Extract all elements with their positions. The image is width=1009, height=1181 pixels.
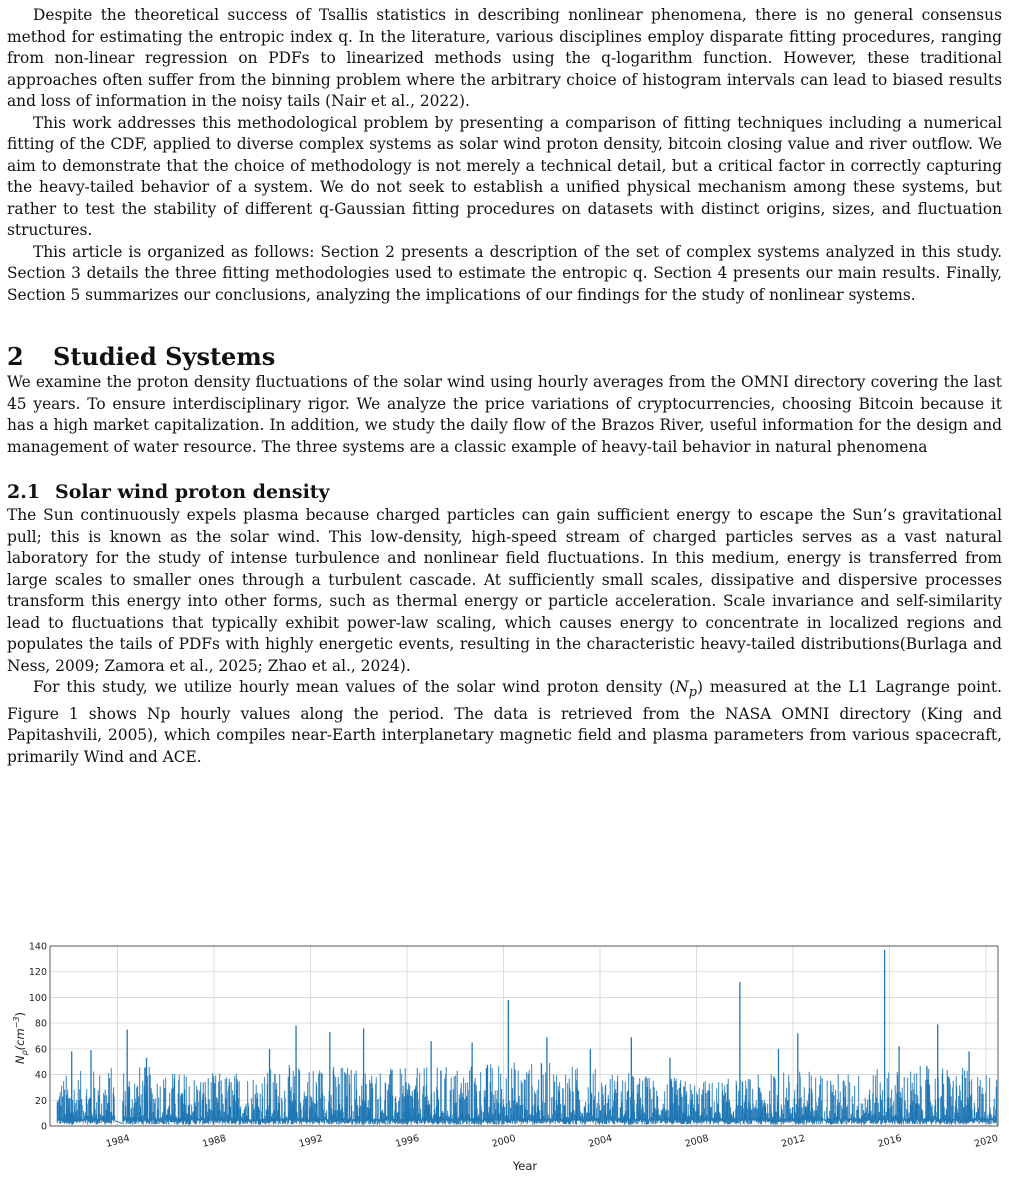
x-tick-label: 1984	[104, 1133, 132, 1150]
y-tick-label: 0	[40, 1121, 47, 1133]
y-label-unit: (cm	[13, 1028, 27, 1051]
x-tick-label: 1988	[201, 1133, 228, 1150]
data-line	[57, 1063, 997, 1125]
y-tick-label: 80	[34, 1018, 47, 1030]
x-axis-label: Year	[512, 1159, 538, 1173]
y-tick-label: 120	[28, 967, 47, 979]
np-symbol: N	[675, 678, 689, 696]
y-label-exponent: −3	[12, 1016, 21, 1029]
section-2-1-title: Solar wind proton density	[55, 481, 330, 503]
section-2-1-number: 2.1	[7, 481, 41, 503]
intro-paragraph-2: This work addresses this methodological problem by presenting a comparison of fitting techniques including a numerical fitting of the CDF, applied to diverse complex systems as solar wind proton density, bitcoin closing value and river outflow. We aim to demonstrate that the choice of methodology is not merely a technical detail, but a critical factor in correctly capturing the heavy-tailed behavior of a system. We do not seek to establish a unified physical mechanism among these systems, but rather to test the stability of different q-Gaussian fitting procedures on datasets with distinct origins, sizes, and fluctuation structures.	[7, 113, 1002, 239]
y-label-close: )	[13, 1012, 27, 1017]
solar-wind-paragraph-1: The Sun continuously expels plasma because charged particles can gain sufficient energy to escape the Sun’s gravitational pull; this is known as the solar wind. This low-density, high-speed stream of charged particles serves as a vast natural laboratory for the study of intense turbulence and nonlinear field fluctuations. In this medium, energy is transferred from large scales to smaller ones through a turbulent cascade. At sufficiently small scales, dissipative and dispersive processes transform this energy into other forms, such as thermal energy or particle acceleration. Scale invariance and self-similarity lead to fluctuations that typically exhibit power-law scaling, which causes energy to concentrate in localized regions and populates the tails of PDFs with highly energetic events, resulting in the characteristic heavy-tailed distributions(Burlaga and Ness, 2009; Zamora et al., 2025; Zhao et al., 2024).	[7, 506, 1002, 675]
section-2-1-heading	[7, 479, 1002, 505]
y-tick-label: 20	[34, 1095, 47, 1107]
chart-data-layer	[57, 950, 997, 1125]
np-subscript: p	[688, 685, 697, 701]
section-2-title: Studied Systems	[53, 342, 276, 371]
x-tick-label: 1996	[394, 1133, 421, 1150]
gap-connector	[115, 1121, 122, 1124]
intro-paragraph-1: Despite the theoretical success of Tsallis statistics in describing nonlinear phenomena, there is no general consensus method for estimating the entropic index q. In the literature, various disciplines employ disparate fitting procedures, ranging from non-linear regression on PDFs to linearized methods using the q-logarithm function. However, these traditional approaches often suffer from the binning problem where the arbitrary choice of histogram intervals can lead to biased results and loss of information in the noisy tails (Nair et al., 2022).	[7, 6, 1002, 110]
figure-1	[0, 936, 1009, 1177]
y-axis-label	[12, 1012, 29, 1064]
y-label-symbol: N	[13, 1055, 27, 1064]
x-tick-label: 2004	[587, 1133, 614, 1150]
proton-density-chart	[0, 936, 1009, 1177]
x-tick-label: 2016	[876, 1133, 903, 1150]
x-tick-label: 2008	[683, 1133, 710, 1150]
x-tick-label: 2012	[780, 1133, 807, 1150]
x-tick-label: 1992	[297, 1133, 325, 1150]
y-tick-label: 100	[28, 992, 47, 1004]
y-tick-label: 40	[34, 1070, 47, 1082]
section-2-number: 2	[7, 342, 24, 371]
x-tick-labels	[105, 1133, 1000, 1150]
x-tick-label: 2020	[973, 1133, 1000, 1150]
solar-wind-paragraph-2-end: ) measured at the L1 Lagrange point. Figure 1 shows Np hourly values along the period. The data is retrieved from the NASA OMNI directory (King and Papitashvili, 2005), which compiles near-Earth interplanetary magnetic field and plasma parameters from various spacecraft, primarily Wind and ACE.	[7, 678, 1003, 766]
solar-wind-paragraph-2	[7, 677, 1002, 768]
solar-wind-paragraph-2-start: For this study, we utilize hourly mean values of the solar wind proton density (	[33, 678, 676, 696]
x-tick-label: 2000	[490, 1133, 517, 1150]
section-2-heading	[7, 342, 1002, 372]
intro-paragraph-3: This article is organized as follows: Section 2 presents a description of the set of complex systems analyzed in this study. Section 3 details the three fitting methodologies used to estimate the entropic q. Section 4 presents our main results. Finally, Section 5 summarizes our conclusions, analyzing the implications of our findings for the study of nonlinear systems.	[7, 242, 1002, 304]
y-label-subscript: ρ	[20, 1050, 29, 1056]
y-tick-label: 60	[34, 1044, 47, 1056]
section-2-paragraph: We examine the proton density fluctuations of the solar wind using hourly averages from the OMNI directory covering the last 45 years. To ensure interdisciplinary rigor. We analyze the price variations of cryptocurrencies, choosing Bitcoin because it has a high market capitalization. In addition, we study the daily flow of the Brazos River, useful information for the design and management of water resource. The three systems are a classic example of heavy-tail behavior in natural phenomena	[7, 373, 1002, 456]
y-tick-labels	[29, 942, 47, 1133]
paper-page	[7, 0, 1002, 768]
y-tick-label: 140	[28, 941, 47, 953]
